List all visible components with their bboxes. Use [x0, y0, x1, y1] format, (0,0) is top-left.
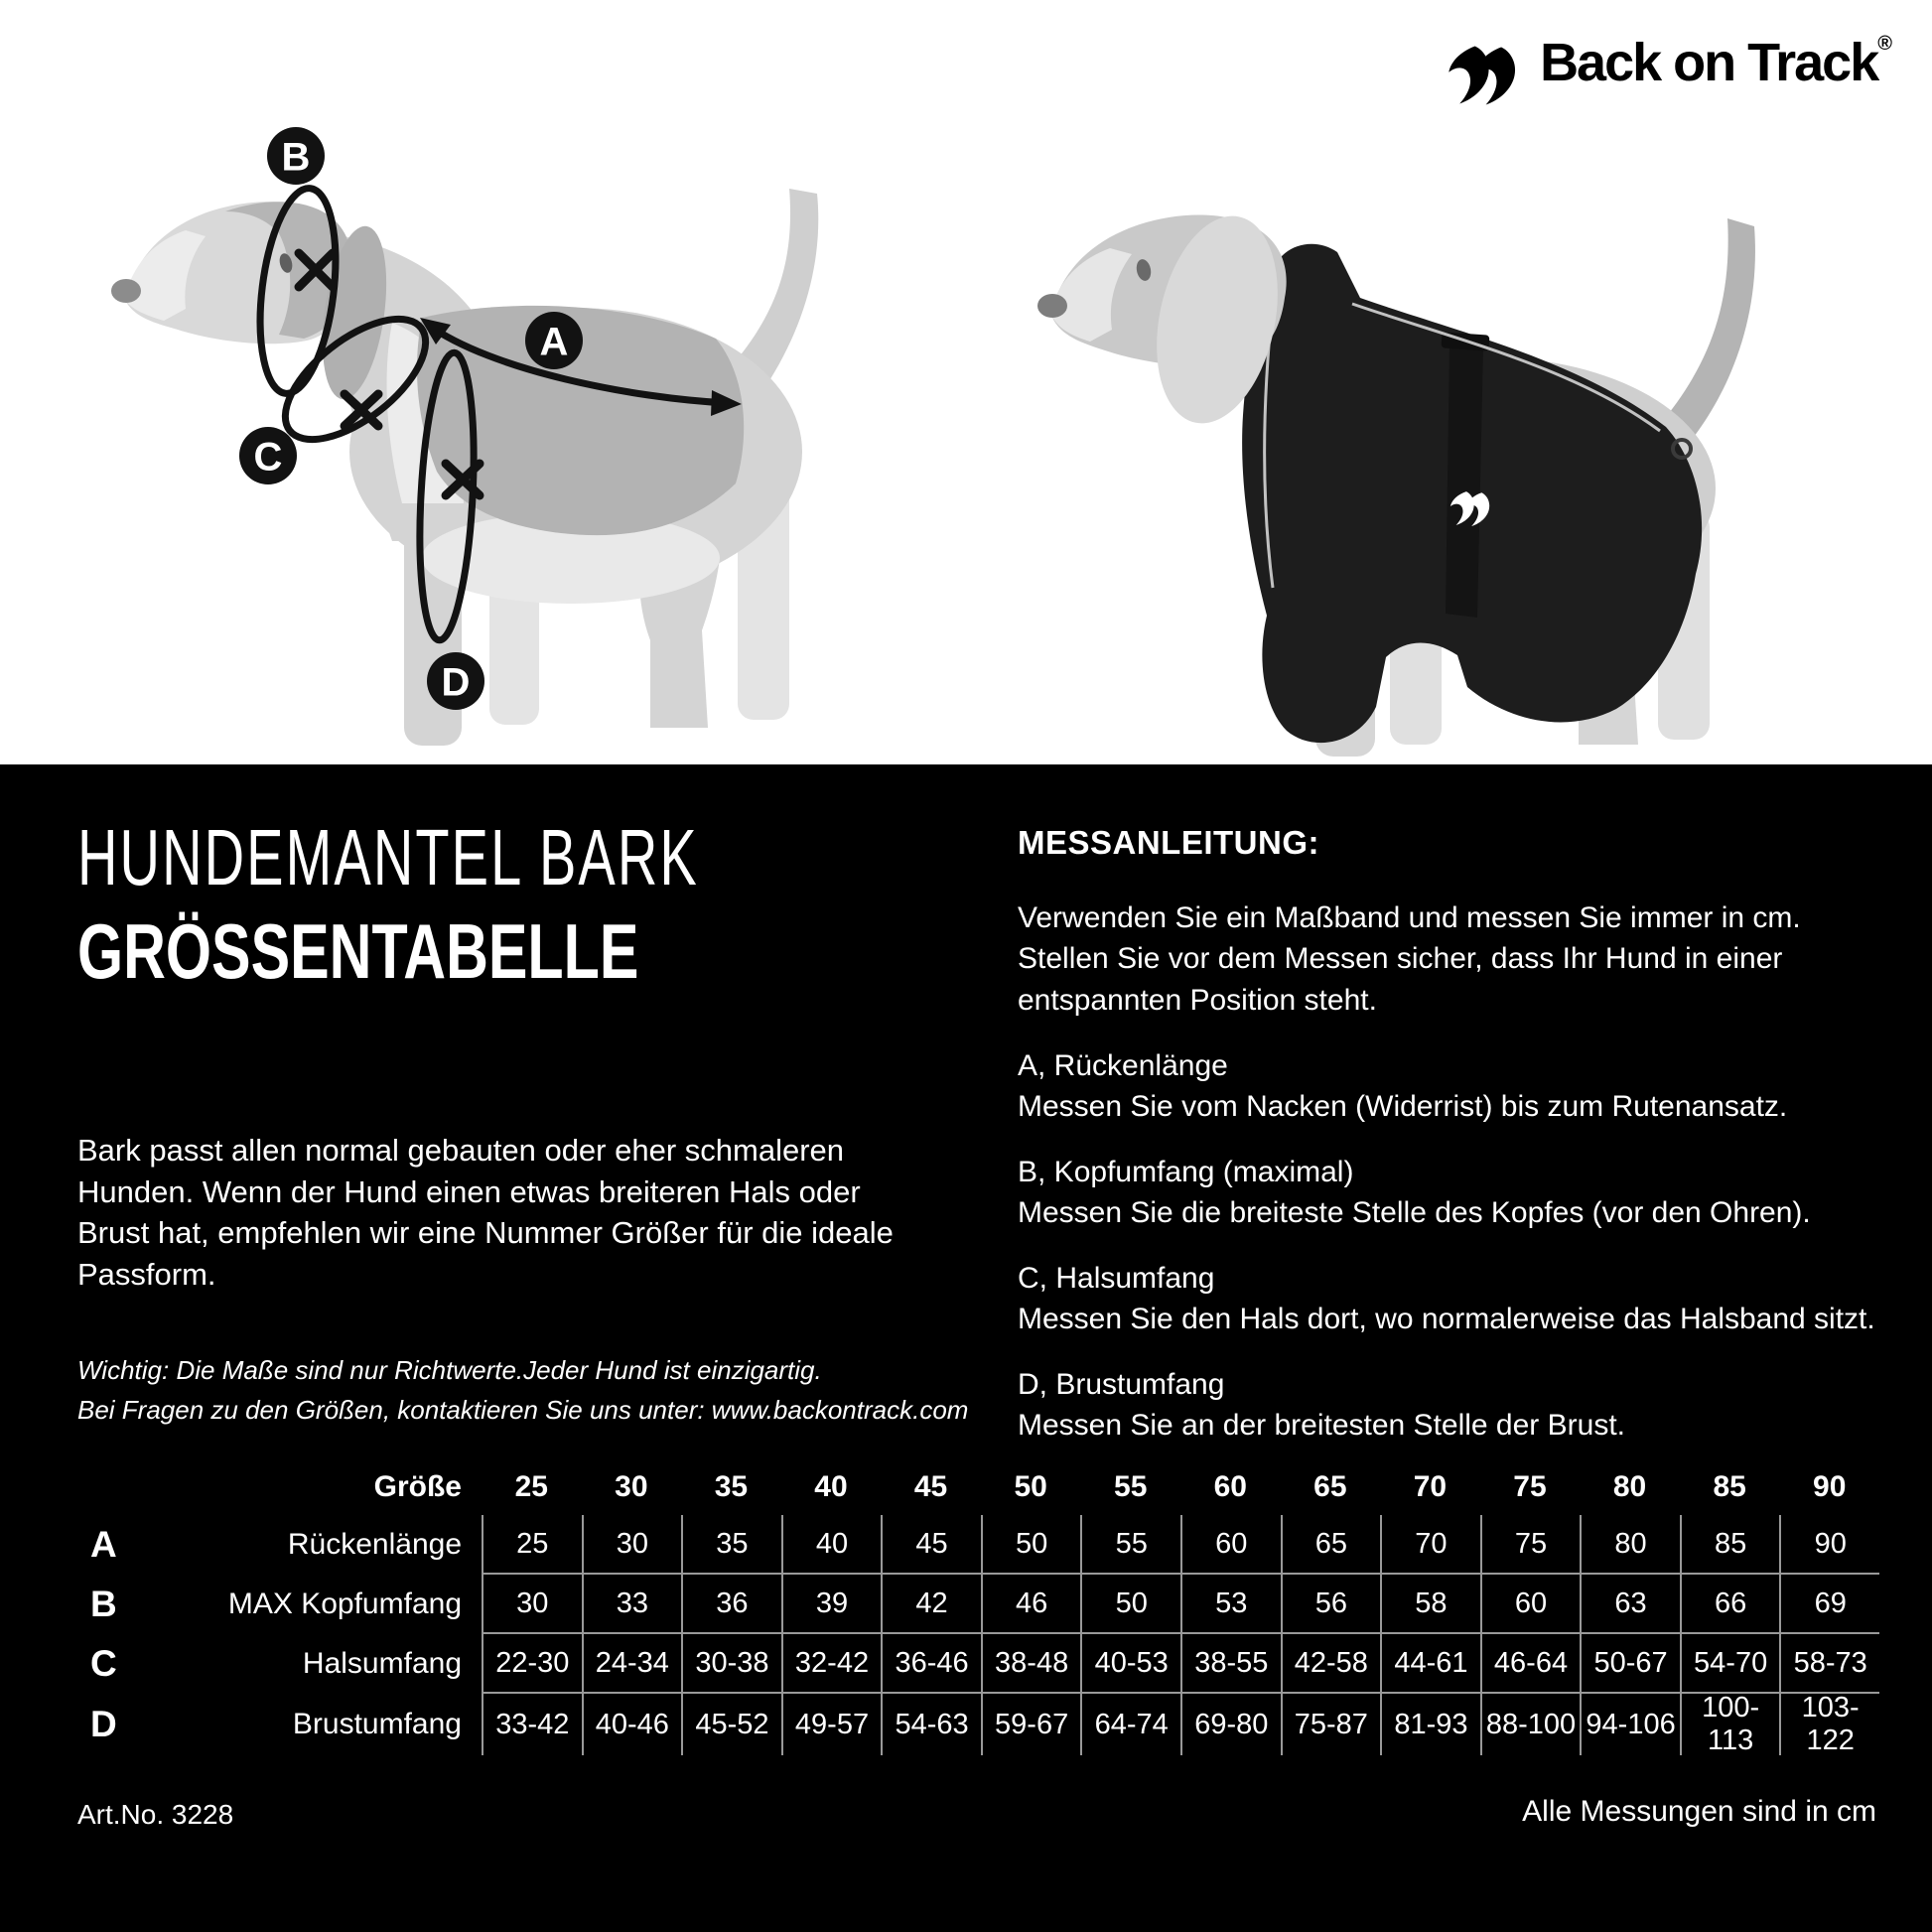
measurement-diagram — [94, 74, 889, 769]
table-cell: 88-100 — [1480, 1694, 1581, 1755]
table-cell: 45-52 — [681, 1694, 781, 1755]
table-size-header-cell: 75 — [1513, 1470, 1547, 1503]
registered-mark: ® — [1877, 33, 1890, 55]
brand-name: Back on Track® — [1540, 33, 1890, 92]
instructions-intro: Verwenden Sie ein Maßband und messen Sie immer in cm. Stellen Sie vor dem Messen sicher, dass Ihr Hund in einer entspannten Position steht. — [1018, 901, 1801, 1017]
table-cell: 54-70 — [1680, 1634, 1780, 1694]
instruction-title: B, Kopfumfang (maximal) — [1018, 1156, 1354, 1189]
table-size-header-cell: 50 — [1014, 1470, 1047, 1503]
table-row-letter: D — [90, 1704, 117, 1744]
table-cell: 39 — [781, 1575, 882, 1634]
table-size-header-cell: 35 — [714, 1470, 749, 1503]
table-row-letter: B — [90, 1584, 117, 1624]
table-size-header-cell: 55 — [1114, 1470, 1148, 1503]
table-cell: 36 — [681, 1575, 781, 1634]
table-cell: 69-80 — [1180, 1694, 1281, 1755]
instruction-item-b — [1018, 1153, 1896, 1233]
table-cell: 24-34 — [582, 1634, 682, 1694]
instruction-desc: Messen Sie an der breitesten Stelle der Brust. — [1018, 1408, 1625, 1442]
instruction-desc: Messen Sie den Hals dort, wo normalerweise das Halsband sitzt. — [1018, 1302, 1875, 1335]
table-cell: 58 — [1380, 1575, 1480, 1634]
instruction-item-a — [1018, 1046, 1896, 1127]
table-cell: 94-106 — [1580, 1694, 1680, 1755]
table-cell: 36-46 — [881, 1634, 981, 1694]
label-a: A — [539, 320, 569, 364]
table-cell: 50 — [1080, 1575, 1180, 1634]
table-cell: 75-87 — [1281, 1694, 1381, 1755]
table-cell: 46-64 — [1480, 1634, 1581, 1694]
table-cell: 65 — [1281, 1515, 1381, 1575]
table-corner — [74, 1459, 132, 1515]
table-cell: 58-73 — [1779, 1634, 1879, 1694]
table-size-header-cell: 25 — [514, 1470, 548, 1503]
size-table — [74, 1459, 1879, 1755]
table-cell: 66 — [1680, 1575, 1780, 1634]
title-block — [77, 813, 965, 995]
table-cell: 59-67 — [981, 1694, 1081, 1755]
instruction-item-d — [1018, 1365, 1896, 1446]
table-cell: 33-42 — [482, 1694, 582, 1755]
table-cell: 42 — [881, 1575, 981, 1634]
fit-description: Bark passt allen normal gebauten oder eher schmaleren Hunden. Wenn der Hund einen etwas breiteren Hals oder Brust hat, empfehlen wir eine Nummer Größer für die ideale Passform. — [77, 1133, 894, 1292]
table-size-header-cell: 40 — [814, 1470, 848, 1503]
table-row-letter: C — [90, 1643, 117, 1684]
instructions-heading: MESSANLEITUNG: — [1018, 824, 1319, 861]
table-cell: 56 — [1281, 1575, 1381, 1634]
table-cell: 103-122 — [1779, 1694, 1879, 1755]
table-cell: 33 — [582, 1575, 682, 1634]
product-title: HUNDEMANTEL BARK — [77, 813, 699, 901]
important-note — [77, 1350, 968, 1431]
table-cell: 90 — [1779, 1515, 1879, 1575]
table-size-header-cell: 65 — [1313, 1470, 1347, 1503]
table-cell: 40-53 — [1080, 1634, 1180, 1694]
table-cell: 81-93 — [1380, 1694, 1480, 1755]
table-cell: 100-113 — [1680, 1694, 1780, 1755]
table-cell: 30-38 — [681, 1634, 781, 1694]
table-cell: 40-46 — [582, 1694, 682, 1755]
table-cell: 30 — [582, 1515, 682, 1575]
table-cell: 32-42 — [781, 1634, 882, 1694]
table-size-header-cell: 90 — [1813, 1470, 1847, 1503]
table-size-header-cell: 70 — [1413, 1470, 1448, 1503]
table-cell: 35 — [681, 1515, 781, 1575]
table-cell: 49-57 — [781, 1694, 882, 1755]
table-cell: 22-30 — [482, 1634, 582, 1694]
table-cell: 46 — [981, 1575, 1081, 1634]
table-cell: 45 — [881, 1515, 981, 1575]
table-cell: 50 — [981, 1515, 1081, 1575]
units-note: Alle Messungen sind in cm — [1522, 1795, 1876, 1828]
note-line-1: Wichtig: Die Maße sind nur Richtwerte.Jeder Hund ist einzigartig. — [77, 1355, 822, 1385]
note-line-2: Bei Fragen zu den Größen, kontaktieren Sie uns unter: www.backontrack.com — [77, 1395, 969, 1426]
table-size-header-cell: 60 — [1213, 1470, 1247, 1503]
table-cell: 50-67 — [1580, 1634, 1680, 1694]
table-cell: 54-63 — [881, 1694, 981, 1755]
table-cell: 60 — [1180, 1515, 1281, 1575]
table-cell: 30 — [482, 1575, 582, 1634]
label-b: B — [281, 135, 311, 180]
article-number: Art.No. 3228 — [77, 1799, 234, 1830]
table-size-header-cell: 30 — [615, 1470, 648, 1503]
table-cell: 75 — [1480, 1515, 1581, 1575]
table-row-label: MAX Kopfumfang — [227, 1587, 462, 1620]
table-cell: 69 — [1779, 1575, 1879, 1634]
table-cell: 42-58 — [1281, 1634, 1381, 1694]
info-panel — [0, 764, 1932, 1932]
table-cell: 70 — [1380, 1515, 1480, 1575]
table-cell: 44-61 — [1380, 1634, 1480, 1694]
table-cell: 63 — [1580, 1575, 1680, 1634]
table-cell: 64-74 — [1080, 1694, 1180, 1755]
table-row-label: Rückenlänge — [287, 1528, 462, 1561]
instruction-title: C, Halsumfang — [1018, 1262, 1215, 1296]
instruction-item-c — [1018, 1259, 1896, 1339]
instruction-desc: Messen Sie vom Nacken (Widerrist) bis zum Rutenansatz. — [1018, 1089, 1788, 1123]
table-cell: 80 — [1580, 1515, 1680, 1575]
table-cell: 25 — [482, 1515, 582, 1575]
table-size-header-cell: 80 — [1612, 1470, 1647, 1503]
dog-coat — [1242, 244, 1702, 743]
table-cell: 38-55 — [1180, 1634, 1281, 1694]
table-row-label: Halsumfang — [302, 1647, 462, 1680]
instruction-desc: Messen Sie die breiteste Stelle des Kopfes (vor den Ohren). — [1018, 1195, 1811, 1229]
table-size-header-cell: 85 — [1713, 1470, 1746, 1503]
instruction-title: A, Rückenlänge — [1018, 1049, 1228, 1083]
table-cell: 38-48 — [981, 1634, 1081, 1694]
table-cell: 40 — [781, 1515, 882, 1575]
label-c: C — [253, 435, 283, 480]
table-row-letter: A — [90, 1524, 117, 1565]
table-cell: 55 — [1080, 1515, 1180, 1575]
table-row-label: Brustumfang — [292, 1708, 462, 1740]
measuring-instructions — [1018, 824, 1896, 1446]
label-d: D — [441, 660, 471, 705]
table-size-header-label: Größe — [373, 1470, 462, 1503]
dog-with-coat-illustration — [1023, 99, 1847, 774]
table-cell: 85 — [1680, 1515, 1780, 1575]
table-size-header-cell: 45 — [913, 1470, 948, 1503]
table-cell: 53 — [1180, 1575, 1281, 1634]
table-cell: 60 — [1480, 1575, 1581, 1634]
instruction-title: D, Brustumfang — [1018, 1368, 1225, 1402]
size-chart-title: GRÖSSENTABELLE — [77, 907, 639, 995]
coat-strap — [1446, 344, 1483, 618]
